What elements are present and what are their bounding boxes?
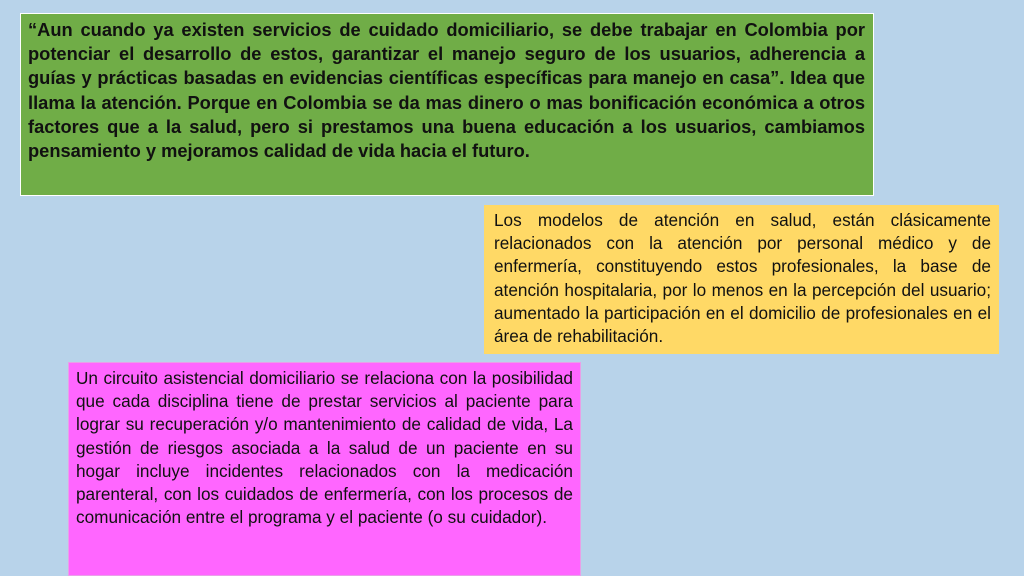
quote-text-box xyxy=(20,13,874,196)
care-models-text: Los modelos de atención en salud, están clásicamente relacionados con la atención por personal médico y de enfermería, constituyendo estos profesionales, la base de atención hospitalaria, por lo menos en la percepción del usuario; aumentado la participación en el domicilio de profesionales en el área de rehabilitación. xyxy=(494,210,991,347)
home-care-circuit-text-box xyxy=(68,362,581,576)
home-care-circuit-text: Un circuito asistencial domiciliario se relaciona con la posibilidad que cada disciplina tiene de prestar servicios al paciente para lograr su recuperación y/o mantenimiento de calidad de vida, La gestión de riesgos asociada a la salud de un paciente en su hogar incluye incidentes relacionados con la medicación parenteral, con los cuidados de enfermería, con los procesos de comunicación entre el programa y el paciente (o su cuidador). xyxy=(76,368,573,528)
quote-text: “Aun cuando ya existen servicios de cuidado domiciliario, se debe trabajar en Colombia por potenciar el desarrollo de estos, garantizar el manejo seguro de los usuarios, adherencia a guías y prácticas basadas en evidencias científicas específicas para manejo en casa”. Idea que llama la atención. Porque en Colombia se da mas dinero o mas bonificación económica a otros factores que a la salud, pero si prestamos una buena educación a los usuarios, cambiamos pensamiento y mejoramos calidad de vida hacia el futuro. xyxy=(28,19,865,162)
care-models-text-box xyxy=(484,205,999,354)
